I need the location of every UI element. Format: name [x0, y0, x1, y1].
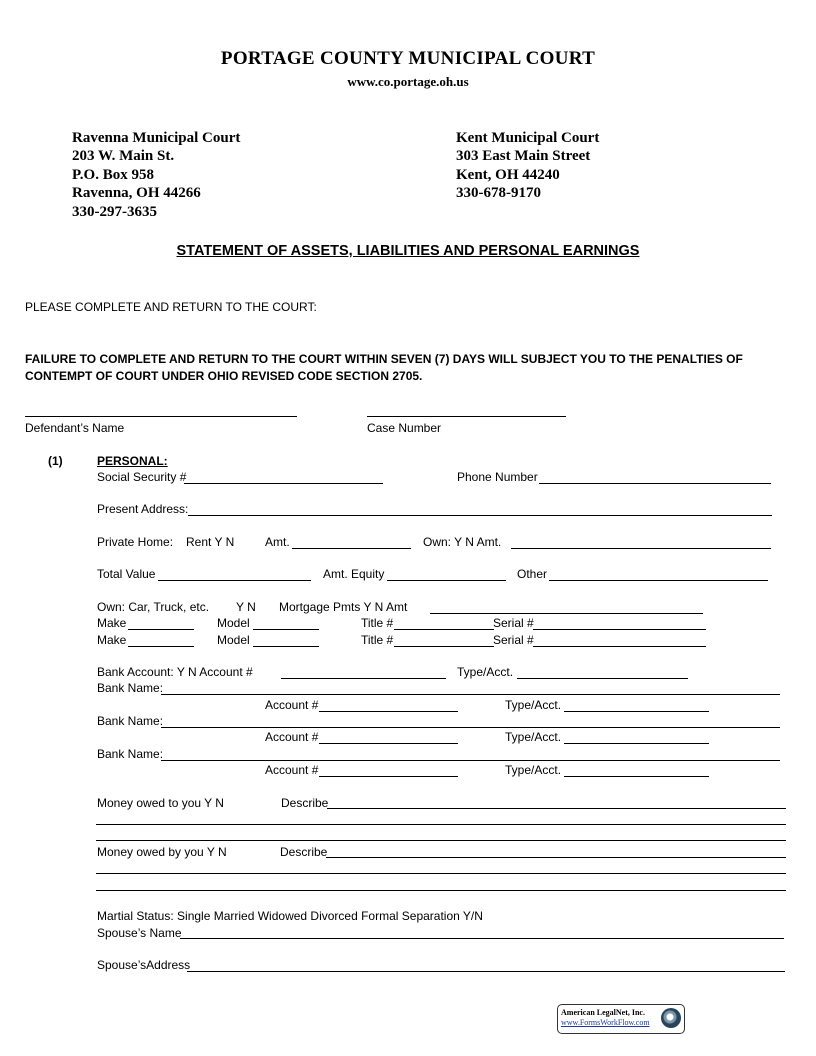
ravenna-city: Ravenna, OH 44266 — [72, 185, 201, 202]
type-acct-label: Type/Acct. — [505, 730, 562, 744]
logo-url-link[interactable]: www.FormsWorkFlow.com — [561, 1018, 650, 1027]
mortgage-pmts-label: Mortgage Pmts Y N Amt — [279, 600, 408, 614]
type-acct-label: Type/Acct. — [505, 698, 562, 712]
present-address-label: Present Address: — [97, 502, 189, 516]
kent-street: 303 East Main Street — [456, 148, 591, 165]
serial-field[interactable] — [533, 646, 706, 647]
bank-account-number-field[interactable] — [281, 678, 446, 679]
ssn-label: Social Security # — [97, 470, 187, 484]
phone-field[interactable] — [539, 483, 771, 484]
bank-account-label: Bank Account: Y N Account # — [97, 665, 253, 679]
money-owed-to-extra-line[interactable] — [96, 824, 786, 825]
account-number-label: Account # — [265, 698, 319, 712]
mortgage-amt-field[interactable] — [430, 613, 703, 614]
account-number-field[interactable] — [319, 776, 458, 777]
statement-title: STATEMENT OF ASSETS, LIABILITIES AND PERSONAL EARNINGS — [176, 243, 640, 259]
describe-label: Describe — [281, 796, 329, 810]
ravenna-street: 203 W. Main St. — [72, 148, 175, 165]
spouse-name-label: Spouse’s Name — [97, 926, 182, 940]
money-owed-to-extra-line[interactable] — [96, 840, 786, 841]
model-field[interactable] — [253, 629, 319, 630]
defendant-name-line[interactable] — [25, 416, 297, 417]
case-number-label: Case Number — [367, 421, 442, 435]
private-home-label: Private Home: — [97, 535, 174, 549]
present-address-field[interactable] — [188, 515, 772, 516]
make-label: Make — [97, 616, 127, 630]
vehicle-yn-label: Y N — [236, 600, 256, 614]
ravenna-court-name: Ravenna Municipal Court — [72, 130, 241, 146]
marital-status-label: Martial Status: Single Married Widowed Divorced Formal Separation Y/N — [97, 909, 483, 923]
defendant-name-label: Defendant’s Name — [25, 421, 125, 435]
bank-name-field[interactable] — [161, 727, 780, 728]
rent-amt-label: Amt. — [265, 535, 290, 549]
case-number-line[interactable] — [367, 416, 566, 417]
describe-label: Describe — [280, 845, 328, 859]
contempt-warning: FAILURE TO COMPLETE AND RETURN TO THE COURT WITHIN SEVEN (7) DAYS WILL SUBJECT YOU TO THE PENALTIES OF CONTEMPT OF COURT UNDER OHIO REVISED CODE SECTION 2705. — [25, 352, 743, 383]
bank-name-label: Bank Name: — [97, 681, 164, 695]
total-value-field[interactable] — [158, 580, 311, 581]
title-field[interactable] — [394, 629, 494, 630]
own-yn-amt-label: Own: Y N Amt. — [423, 535, 502, 549]
account-number-label: Account # — [265, 730, 319, 744]
money-owed-by-label: Money owed by you Y N — [97, 845, 227, 859]
account-number-label: Account # — [265, 763, 319, 777]
money-owed-by-extra-line[interactable] — [96, 890, 786, 891]
make-field[interactable] — [128, 629, 194, 630]
type-acct-label: Type/Acct. — [457, 665, 514, 679]
ssn-field[interactable] — [184, 483, 383, 484]
section-title: PERSONAL: — [97, 454, 168, 468]
other-label: Other — [517, 567, 548, 581]
spouse-name-field[interactable] — [180, 938, 784, 939]
type-acct-field[interactable] — [564, 711, 709, 712]
title-field[interactable] — [394, 646, 494, 647]
model-field[interactable] — [253, 646, 319, 647]
model-label: Model — [217, 633, 250, 647]
model-label: Model — [217, 616, 250, 630]
bank-name-label: Bank Name: — [97, 714, 164, 728]
court-website[interactable]: www.co.portage.oh.us — [347, 74, 469, 89]
money-owed-by-describe-field[interactable] — [326, 857, 786, 858]
spouse-address-label: Spouse’sAddress — [97, 958, 191, 972]
ravenna-phone: 330-297-3635 — [72, 203, 157, 220]
account-number-field[interactable] — [319, 743, 458, 744]
american-legalnet-logo[interactable] — [557, 1004, 685, 1034]
bank-name-field[interactable] — [161, 694, 780, 695]
total-value-label: Total Value — [97, 567, 156, 581]
account-number-field[interactable] — [319, 711, 458, 712]
rent-amt-field[interactable] — [292, 548, 411, 549]
bank-name-label: Bank Name: — [97, 747, 164, 761]
amt-equity-field[interactable] — [387, 580, 506, 581]
phone-label: Phone Number — [457, 470, 538, 484]
serial-field[interactable] — [533, 629, 706, 630]
make-label: Make — [97, 633, 127, 647]
type-acct-field[interactable] — [517, 678, 688, 679]
ravenna-address-block — [72, 129, 240, 221]
money-owed-to-describe-field[interactable] — [327, 808, 786, 809]
logo-company-text: American LegalNet, Inc. — [561, 1008, 645, 1017]
kent-address-block — [456, 129, 599, 203]
ravenna-po-box: P.O. Box 958 — [72, 166, 154, 183]
kent-phone: 330-678-9170 — [456, 185, 541, 202]
other-field[interactable] — [549, 580, 768, 581]
title-label: Title # — [361, 633, 394, 647]
money-owed-to-label: Money owed to you Y N — [97, 796, 224, 810]
bank-name-field[interactable] — [161, 760, 780, 761]
type-acct-label: Type/Acct. — [505, 763, 562, 777]
own-amt-field[interactable] — [511, 548, 771, 549]
serial-label: Serial # — [493, 616, 534, 630]
money-owed-by-extra-line[interactable] — [96, 873, 786, 874]
type-acct-field[interactable] — [564, 743, 709, 744]
instruction-text: PLEASE COMPLETE AND RETURN TO THE COURT: — [25, 300, 317, 314]
make-field[interactable] — [128, 646, 194, 647]
logo-seal-icon — [661, 1008, 681, 1028]
kent-city: Kent, OH 44240 — [456, 166, 560, 183]
court-title: PORTAGE COUNTY MUNICIPAL COURT — [220, 48, 596, 69]
serial-label: Serial # — [493, 633, 534, 647]
type-acct-field[interactable] — [564, 776, 709, 777]
amt-equity-label: Amt. Equity — [323, 567, 385, 581]
rent-yn-label: Rent Y N — [186, 535, 235, 549]
section-number: (1) — [48, 454, 63, 468]
kent-court-name: Kent Municipal Court — [456, 130, 600, 146]
own-vehicles-label: Own: Car, Truck, etc. — [97, 600, 210, 614]
title-label: Title # — [361, 616, 394, 630]
spouse-address-field[interactable] — [187, 971, 785, 972]
